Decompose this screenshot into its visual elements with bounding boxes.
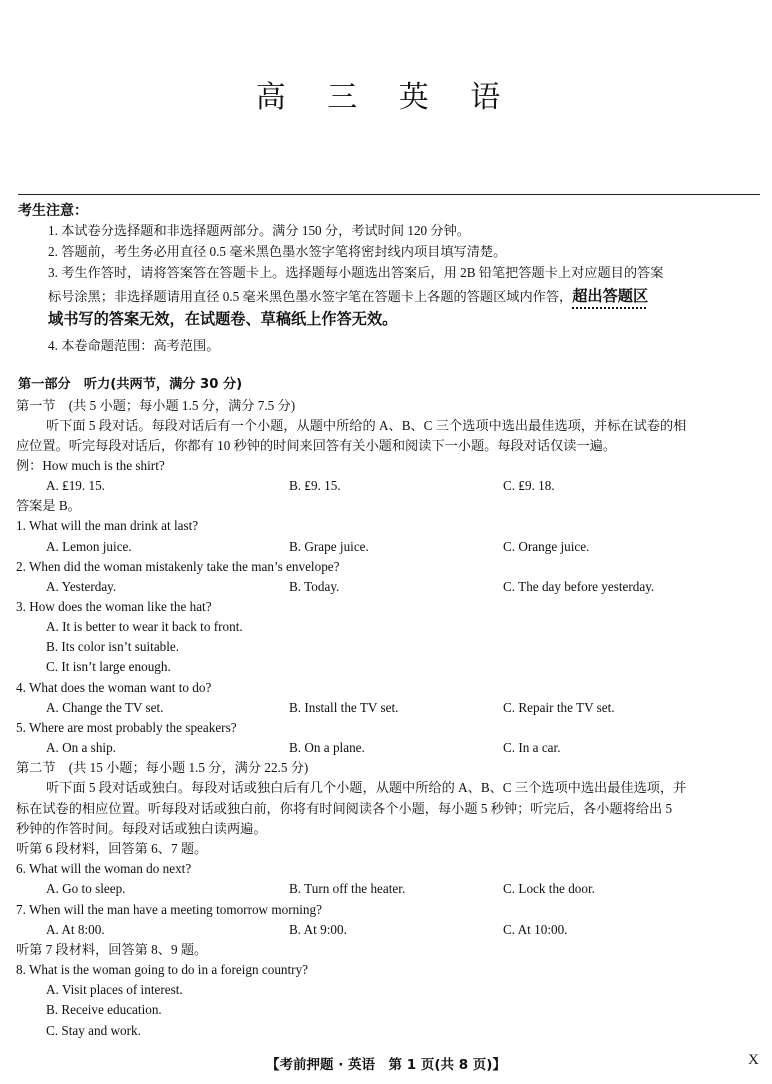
q1-option-b: B. Grape juice. [289,539,369,554]
section1-heading: 第一节 (共 5 小题；每小题 1.5 分，满分 7.5 分) [16,398,296,413]
q3-option-b: B. Its color isn’t suitable. [46,639,180,654]
example-option-a: A. ₤19. 15. [46,478,105,493]
part1-heading: 第一部分 听力(共两节，满分 30 分) [18,377,243,392]
example-question: 例：How much is the shirt? [16,458,165,473]
section1-intro-1: 听下面 5 段对话。每段对话后有一个小题，从题中所给的 A、B、C 三个选项中选出最佳选项，并标在试卷的相 [46,418,687,433]
q1-option-a: A. Lemon juice. [46,539,132,554]
q4-option-b: B. Install the TV set. [289,700,399,715]
notice-emphasis-1: 超出答题区 [572,287,649,305]
notice-emphasis-2: 域书写的答案无效，在试题卷、草稿纸上作答无效。 [48,310,398,328]
question-8: 8. What is the woman going to do in a foreign country? [16,962,309,977]
q7-option-c: C. At 10:00. [503,922,568,937]
q4-option-c: C. Repair the TV set. [503,700,615,715]
q2-option-a: A. Yesterday. [46,579,117,594]
q7-option-b: B. At 9:00. [289,922,347,937]
question-2: 2. When did the woman mistakenly take the man’s envelope? [16,559,340,574]
question-5: 5. Where are most probably the speakers? [16,720,237,735]
notice-item-4: 4. 本卷命题范围：高考范围。 [48,338,220,353]
section2-heading: 第二节 (共 15 小题；每小题 1.5 分，满分 22.5 分) [16,760,309,775]
q8-option-b: B. Receive education. [46,1002,162,1017]
q2-option-b: B. Today. [289,579,340,594]
material-7-note: 听第 7 段材料，回答第 8、9 题。 [16,942,208,957]
q5-option-a: A. On a ship. [46,740,116,755]
question-6: 6. What will the woman do next? [16,861,192,876]
q6-option-b: B. Turn off the heater. [289,881,406,896]
notice-item-1: 1. 本试卷分选择题和非选择题两部分。满分 150 分，考试时间 120 分钟。 [48,223,470,238]
q7-option-a: A. At 8:00. [46,922,105,937]
q5-option-c: C. In a car. [503,740,561,755]
material-6-note: 听第 6 段材料，回答第 6、7 题。 [16,841,208,856]
example-option-b: B. ₤9. 15. [289,478,341,493]
notice-heading: 考生注意： [18,203,88,219]
q8-option-a: A. Visit places of interest. [46,982,183,997]
section1-intro-2: 应位置。听完每段对话后，你都有 10 秒钟的时间来回答有关小题和阅读下一小题。每段对话仅读一遍。 [16,438,617,453]
section2-intro-3: 秒钟的作答时间。每段对话或独白读两遍。 [16,821,267,836]
notice-item-3-text: 标号涂黑；非选择题请用直径 0.5 毫米黑色墨水签字笔在答题卡上各题的答题区域内作答， [48,289,573,304]
q3-option-c: C. It isn’t large enough. [46,659,171,674]
question-4: 4. What does the woman want to do? [16,680,212,695]
footer-mark: X [748,1052,759,1068]
example-option-c: C. ₤9. 18. [503,478,555,493]
q2-option-c: C. The day before yesterday. [503,579,655,594]
q6-option-c: C. Lock the door. [503,881,595,896]
q1-option-c: C. Orange juice. [503,539,590,554]
section2-intro-2: 标在试卷的相应位置。听每段对话或独白前，你将有时间阅读各个小题，每小题 5 秒钟；听完后，各小题将给出 5 [16,801,673,816]
notice-item-3: 3. 考生作答时，请将答案答在答题卡上。选择题每小题选出答案后，用 2B 铅笔把答题卡上对应题目的答案 [48,265,664,280]
header-divider [18,194,760,195]
example-answer: 答案是 B。 [16,498,81,513]
notice-item-2: 2. 答题前，考生务必用直径 0.5 毫米黑色墨水签字笔将密封线内项目填写清楚。 [48,244,507,259]
notice-item-3-cont [48,287,648,306]
question-7: 7. When will the man have a meeting tomorrow morning? [16,902,322,917]
page-title: 高 三 英 语 [255,80,517,115]
q4-option-a: A. Change the TV set. [46,700,164,715]
question-3: 3. How does the woman like the hat? [16,599,212,614]
page-footer: 【考前押题 · 英语 第 1 页(共 8 页)】 [266,1057,506,1073]
q6-option-a: A. Go to sleep. [46,881,126,896]
q5-option-b: B. On a plane. [289,740,365,755]
q8-option-c: C. Stay and work. [46,1023,141,1038]
section2-intro-1: 听下面 5 段对话或独白。每段对话或独白后有几个小题，从题中所给的 A、B、C 三个选项中选出最佳选项，并 [46,780,687,795]
question-1: 1. What will the man drink at last? [16,518,199,533]
q3-option-a: A. It is better to wear it back to front. [46,619,243,634]
